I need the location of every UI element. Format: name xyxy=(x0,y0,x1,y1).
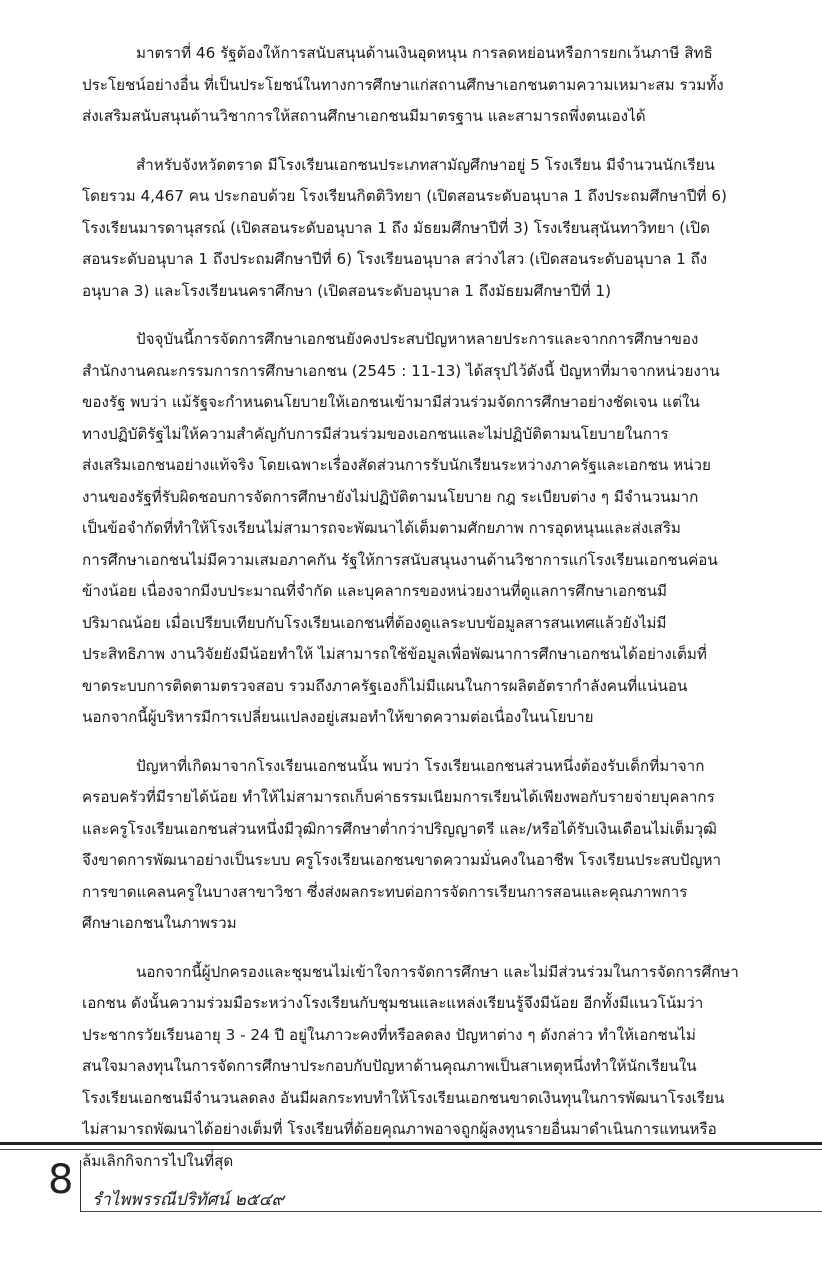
footer-rule-thin xyxy=(0,1149,822,1150)
text-line: สำนักงานคณะกรรมการการศึกษาเอกชน (2545 : 11-13) ได้สรุปไว้ดังนี้ ปัญหาที่มาจากหน่วยงาน xyxy=(82,361,720,380)
paragraph xyxy=(82,150,762,308)
paragraph xyxy=(82,38,762,133)
text-line: ส่งเสริมสนับสนุนด้านวิชาการให้สถานศึกษาเอกชนมีมาตรฐาน และสามารถพึ่งตนเองได้ xyxy=(82,107,646,125)
text-line: นอกจากนี้ผู้ปกครองและชุมชนไม่เข้าใจการจัดการศึกษา และไม่มีส่วนร่วมในการจัดการศึกษา xyxy=(136,962,739,981)
text-line: ของรัฐ พบว่า แม้รัฐจะกำหนดนโยบายให้เอกชนเข้ามามีส่วนร่วมจัดการศึกษาอย่างชัดเจน แต่ใน xyxy=(82,393,700,411)
text-line: โดยรวม 4,467 คน ประกอบด้วย โรงเรียนกิตติวิทยา (เปิดสอนระดับอนุบาล 1 ถึงประถมศึกษาปีที่ 6) xyxy=(82,187,727,205)
text-line: ประชากรวัยเรียนอายุ 3 - 24 ปี อยู่ในภาวะคงที่หรือลดลง ปัญหาต่าง ๆ ดังกล่าว ทำให้เอกชนไม่ xyxy=(82,1025,696,1044)
running-title: รำไพพรรณีปริทัศน์ ๒๕๔๙ xyxy=(92,1190,285,1210)
text-line: ทางปฏิบัติรัฐไม่ให้ความสำคัญกับการมีส่วนร่วมของเอกชนและไม่ปฏิบัติตามนโยบายในการ xyxy=(82,424,669,443)
text-line: เป็นข้อจำกัดที่ทำให้โรงเรียนไม่สามารถจะพัฒนาได้เต็มตามศักยภาพ การอุดหนุนและส่งเสริม xyxy=(82,519,681,537)
text-line: การศึกษาเอกชนไม่มีความเสมอภาคกัน รัฐให้การสนับสนุนงานด้านวิชาการแก่โรงเรียนเอกชนค่อน xyxy=(82,550,718,569)
text-line: อนุบาล 3) และโรงเรียนนคราศึกษา (เปิดสอนระดับอนุบาล 1 ถึงมัธยมศึกษาปีที่ 1) xyxy=(82,281,612,300)
text-line: นอกจากนี้ผู้บริหารมีการเปลี่ยนแปลงอยู่เสมอทำให้ขาดความต่อเนื่องในนโยบาย xyxy=(82,708,594,726)
text-line: โรงเรียนมารดานุสรณ์ (เปิดสอนระดับอนุบาล 1 ถึง มัธยมศึกษาปีที่ 3) โรงเรียนสุนันทาวิทยา (เปิด xyxy=(82,218,710,237)
text-line: ประสิทธิภาพ งานวิจัยยังมีน้อยทำให้ ไม่สามารถใช้ข้อมูลเพื่อพัฒนาการศึกษาเอกชนได้อย่างเต็มที่ xyxy=(82,645,707,663)
text-line: ขาดระบบการติดตามตรวจสอบ รวมถึงภาครัฐเองก็ไม่มีแผนในการผลิตอัตรากำลังคนที่แน่นอน xyxy=(82,676,688,695)
text-line: ศึกษาเอกชนในภาพรวม xyxy=(82,914,237,932)
text-line: ประโยชน์อย่างอื่น ที่เป็นประโยชน์ในทางการศึกษาแก่สถานศึกษาเอกชนตามความเหมาะสม รวมทั้ง xyxy=(82,75,724,94)
text-line: มาตราที่ 46 รัฐต้องให้การสนับสนุนด้านเงินอุดหนุน การลดหย่อนหรือการยกเว้นภาษี สิทธิ xyxy=(136,44,713,62)
paragraph xyxy=(82,751,762,940)
text-line: สำหรับจังหวัดตราด มีโรงเรียนเอกชนประเภทสามัญศึกษาอยู่ 5 โรงเรียน มีจำนวนนักเรียน xyxy=(136,155,715,174)
text-line: และครูโรงเรียนเอกชนส่วนหนึ่งมีวุฒิการศึกษาต่ำกว่าปริญญาตรี และ/หรือได้รับเงินเดือนไม่เต็มวุฒิ xyxy=(82,819,717,838)
paragraph xyxy=(82,324,762,734)
text-line: ล้มเลิกกิจการไปในที่สุด xyxy=(82,1151,234,1170)
text-line: ส่งเสริมเอกชนอย่างแท้จริง โดยเฉพาะเรื่องสัดส่วนการรับนักเรียนระหว่างภาครัฐและเอกชน หน่วย xyxy=(82,456,711,474)
text-line: ปัจจุบันนี้การจัดการศึกษาเอกชนยังคงประสบปัญหาหลายประการและจากการศึกษาของ xyxy=(136,330,699,348)
text-line: ครอบครัวที่มีรายได้น้อย ทำให้ไม่สามารถเก็บค่าธรรมเนียมการเรียนได้เพียงพอกับรายจ่ายบุคลากร xyxy=(82,788,715,806)
body-text xyxy=(82,38,762,1194)
text-line: ไม่สามารถพัฒนาได้อย่างเต็มที่ โรงเรียนที่ด้อยคุณภาพอาจถูกผู้ลงทุนรายอื่นมาดำเนินการแทนหรือ xyxy=(82,1120,717,1138)
text-line: การขาดแคลนครูในบางสาขาวิชา ซึ่งส่งผลกระทบต่อการจัดการเรียนการสอนและคุณภาพการ xyxy=(82,882,688,901)
footer-rule xyxy=(0,1142,822,1145)
text-line: สอนระดับอนุบาล 1 ถึงประถมศึกษาปีที่ 6) โรงเรียนอนุบาล สว่างไสว (เปิดสอนระดับอนุบาล 1 ถึง xyxy=(82,250,708,268)
text-line: สนใจมาลงทุนในการจัดการศึกษาประกอบกับปัญหาด้านคุณภาพเป็นสาเหตุหนึ่งทำให้นักเรียนใน xyxy=(82,1057,697,1075)
text-line: โรงเรียนเอกชนมีจำนวนลดลง อันมีผลกระทบทำให้โรงเรียนเอกชนขาดเงินทุนในการพัฒนาโรงเรียน xyxy=(82,1088,725,1107)
footer-separator xyxy=(80,1160,81,1212)
text-line: ปัญหาที่เกิดมาจากโรงเรียนเอกชนนั้น พบว่า โรงเรียนเอกชนส่วนหนึ่งต้องรับเด็กที่มาจาก xyxy=(136,756,705,775)
page-number: 8 xyxy=(48,1157,74,1203)
text-line: จึงขาดการพัฒนาอย่างเป็นระบบ ครูโรงเรียนเอกชนขาดความมั่นคงในอาชีพ โรงเรียนประสบปัญหา xyxy=(82,851,721,869)
text-line: ข้างน้อย เนื่องจากมีงบประมาณที่จำกัด และบุคลากรของหน่วยงานที่ดูแลการศึกษาเอกชนมี xyxy=(82,582,668,600)
text-line: เอกชน ดังนั้นความร่วมมือระหว่างโรงเรียนกับชุมชนและแหล่งเรียนรู้จึงมีน้อย อีกทั้งมีแนวโน้มว่า xyxy=(82,994,704,1012)
title-underline xyxy=(80,1211,822,1212)
text-line: ปริมาณน้อย เมื่อเปรียบเทียบกับโรงเรียนเอกชนที่ต้องดูแลระบบข้อมูลสารสนเทศแล้วยังไม่มี xyxy=(82,613,667,632)
text-line: งานของรัฐที่รับผิดชอบการจัดการศึกษายังไม่ปฏิบัติตามนโยบาย กฎ ระเบียบต่าง ๆ มีจำนวนมาก xyxy=(82,487,699,506)
